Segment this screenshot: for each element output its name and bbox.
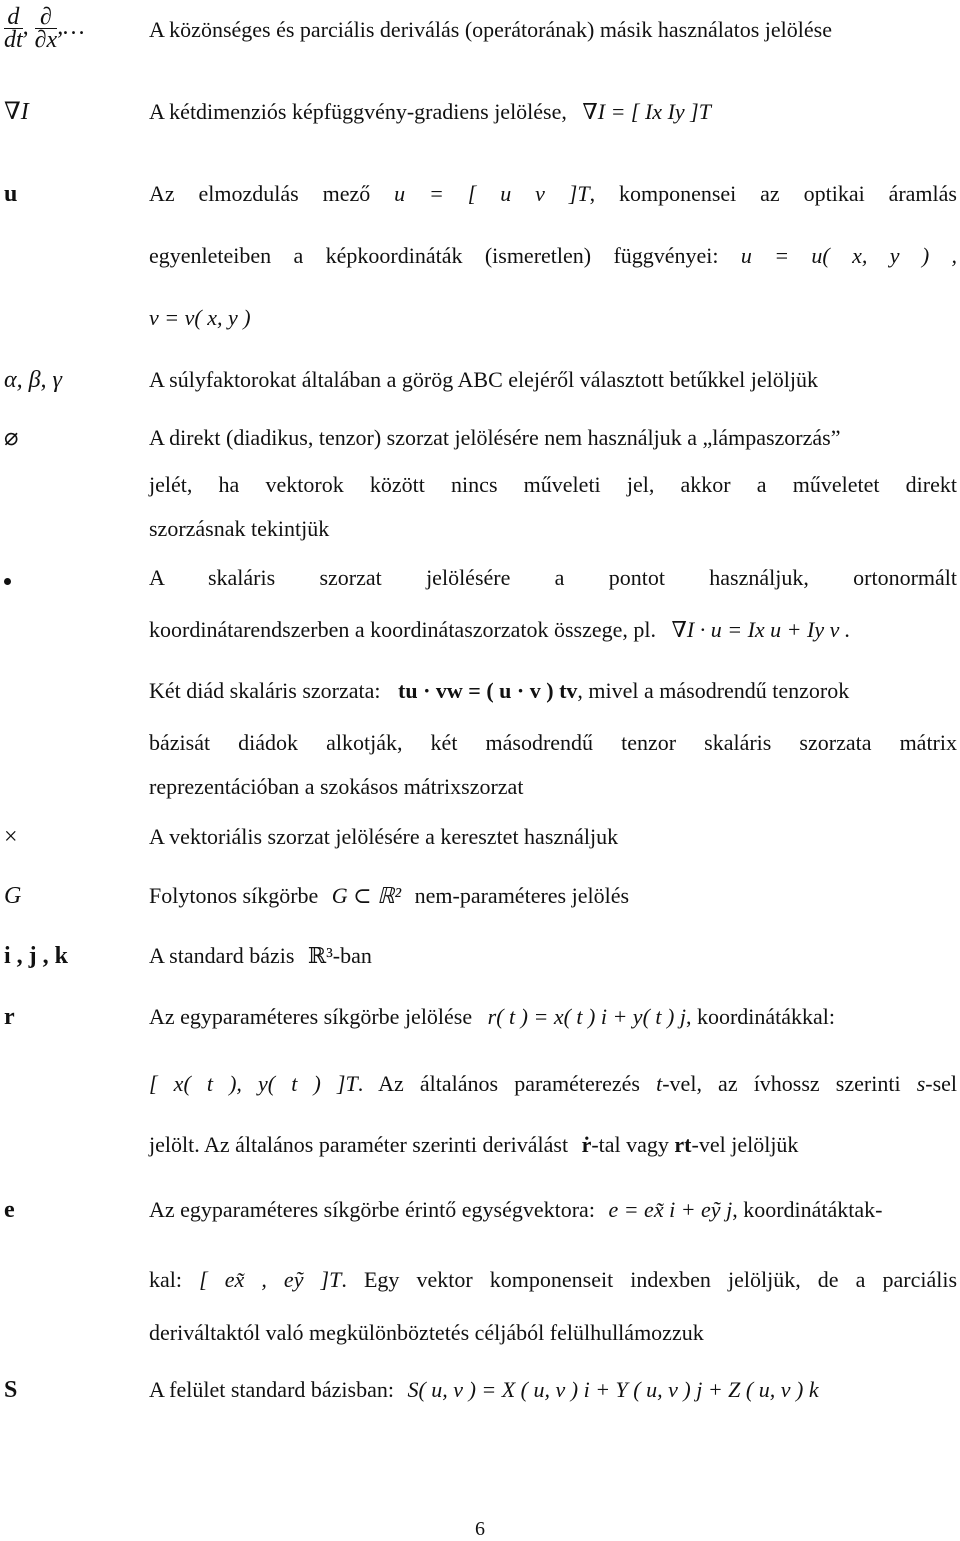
- dot-line-2: [149, 616, 957, 644]
- r-text-2c: -sel: [925, 1071, 958, 1096]
- surface-symbol: S: [4, 1377, 18, 1403]
- e-formula-2: [ ex̃ , eỹ ]T: [199, 1267, 342, 1292]
- dyad-line-3: szorzásnak tekintjük: [149, 516, 330, 541]
- basis-formula: ℝ³: [307, 943, 333, 968]
- gradient-description: [149, 98, 957, 126]
- dot-formula-2: ∇I · u = Ix u + Iy v .: [671, 617, 851, 642]
- surface-description: [149, 1376, 957, 1404]
- basis-text: A standard bázis: [149, 943, 295, 968]
- e-text-2: kal:: [149, 1267, 182, 1292]
- displacement-formula-1: u = [ u v ]T: [394, 181, 590, 206]
- derivative-description: A közönséges és parciális deriválás (operátorának) másik használatos jelölése: [149, 17, 832, 42]
- r-dot-symbol: ṙ: [581, 1132, 592, 1157]
- dot-line-3: [149, 677, 957, 705]
- dot-product-bullet-icon: [4, 578, 11, 585]
- displacement-symbol: u: [4, 181, 18, 207]
- dot-formula-3: tu · vw = ( u · v ) tv: [398, 678, 578, 703]
- dot-text-3: Két diád skaláris szorzata:: [149, 678, 381, 703]
- curve-text: Folytonos síkgörbe: [149, 883, 319, 908]
- e-text-2b: . Egy vektor komponenseit indexben jelöljük, de a parciális: [341, 1267, 958, 1292]
- basis-symbol: i , j , k: [4, 943, 69, 969]
- lamp-product-icon: ⌀: [4, 425, 19, 451]
- r-text-3c: -vel jelöljük: [691, 1132, 799, 1157]
- surface-text: A felület standard bázisban:: [149, 1377, 394, 1402]
- r-line-3: [149, 1131, 957, 1159]
- e-line-3: deriváltaktól való megkülönböztetés céljából felülhullámozzuk: [149, 1320, 704, 1345]
- gradient-symbol: ∇I: [4, 99, 29, 125]
- r-line-1: [149, 1003, 957, 1031]
- basis-description: [149, 942, 957, 970]
- e-text-1b: , koordinátáktak-: [732, 1197, 883, 1222]
- dot-line-4: bázisát diádok alkotják, két másodrendű tenzor skaláris szorzata mátrix: [149, 730, 957, 755]
- dyad-line-1: A direkt (diadikus, tenzor) szorzat jelölésére nem használjuk a „lámpaszorzás”: [149, 425, 841, 450]
- e-line-1: [149, 1196, 957, 1224]
- gradient-text: A kétdimenziós képfüggvény-gradiens jelölése,: [149, 99, 567, 124]
- e-formula-1: e = ex̃ i + eỹ j: [608, 1197, 733, 1222]
- displacement-formula-2: u = u( x, y ) ,: [740, 243, 958, 268]
- dot-text-3b: , mivel a másodrendű tenzorok: [577, 678, 850, 703]
- displacement-line-2: [149, 242, 957, 270]
- displacement-text-1: Az elmozdulás mező: [149, 181, 371, 206]
- dot-text-2: koordinátarendszerben a koordinátaszorzatok összege, pl.: [149, 617, 657, 642]
- basis-text-post: -ban: [332, 943, 372, 968]
- gradient-formula: ∇I = [ Ix Iy ]T: [582, 99, 711, 124]
- dot-line-1: A skaláris szorzat jelölésére a pontot használjuk, ortonormált: [149, 565, 957, 590]
- derivative-symbol: $\frac{d}{dt}$ , $\frac{\partial}{\partial x}$ ,…: [4, 4, 85, 53]
- curve-r-symbol: r: [4, 1004, 15, 1030]
- page-number: 6: [475, 1518, 485, 1540]
- curve-text-post: nem-paraméteres jelölés: [414, 883, 630, 908]
- weights-description: A súlyfaktorokat általában a görög ABC elejéről választott betűkkel jelöljük: [149, 367, 818, 392]
- r-text-2a: . Az általános paraméterezés: [357, 1071, 640, 1096]
- displacement-text-1b: , komponensei az optikai áramlás: [589, 181, 957, 206]
- r-s-symbol: s: [916, 1071, 926, 1096]
- r-text-3b: -tal vagy: [591, 1132, 669, 1157]
- displacement-text-2: egyenleteiben a képkoordináták (ismeretlen) függvényei:: [149, 243, 719, 268]
- r-t-subscript-symbol: rt: [674, 1132, 692, 1157]
- tangent-symbol: e: [4, 1197, 15, 1223]
- curve-symbol: G: [4, 883, 22, 909]
- dot-line-5: reprezentációban a szokásos mátrixszorzat: [149, 774, 524, 799]
- r-t-symbol: t: [656, 1071, 663, 1096]
- dyad-line-2: jelét, ha vektorok között nincs műveleti jel, akkor a műveletet direkt: [149, 472, 957, 497]
- weights-symbol: α, β, γ: [4, 367, 63, 393]
- curve-description: [149, 882, 957, 910]
- e-line-2: [149, 1266, 957, 1294]
- displacement-line-1: [149, 180, 957, 208]
- cross-description: A vektoriális szorzat jelölésére a keresztet használjuk: [149, 824, 619, 849]
- r-text-2b: -vel, az ívhossz szerinti: [662, 1071, 901, 1096]
- r-text-1b: , koordinátákkal:: [685, 1004, 836, 1029]
- r-formula-1: r( t ) = x( t ) i + y( t ) j: [487, 1004, 686, 1029]
- e-text-1: Az egyparaméteres síkgörbe érintő egységvektora:: [149, 1197, 595, 1222]
- curve-formula: G ⊂ ℝ²: [331, 883, 402, 908]
- r-formula-2: [ x( t ), y( t ) ]T: [149, 1071, 358, 1096]
- displacement-formula-3: v = v( x, y ): [149, 305, 251, 330]
- r-text-1: Az egyparaméteres síkgörbe jelölése: [149, 1004, 473, 1029]
- r-text-3: jelölt. Az általános paraméter szerinti deriválást: [149, 1132, 569, 1157]
- surface-formula: S( u, v ) = X ( u, v ) i + Y ( u, v ) j + Z ( u, v ) k: [407, 1377, 819, 1402]
- r-line-2: [149, 1070, 957, 1098]
- cross-product-icon: ×: [4, 824, 18, 850]
